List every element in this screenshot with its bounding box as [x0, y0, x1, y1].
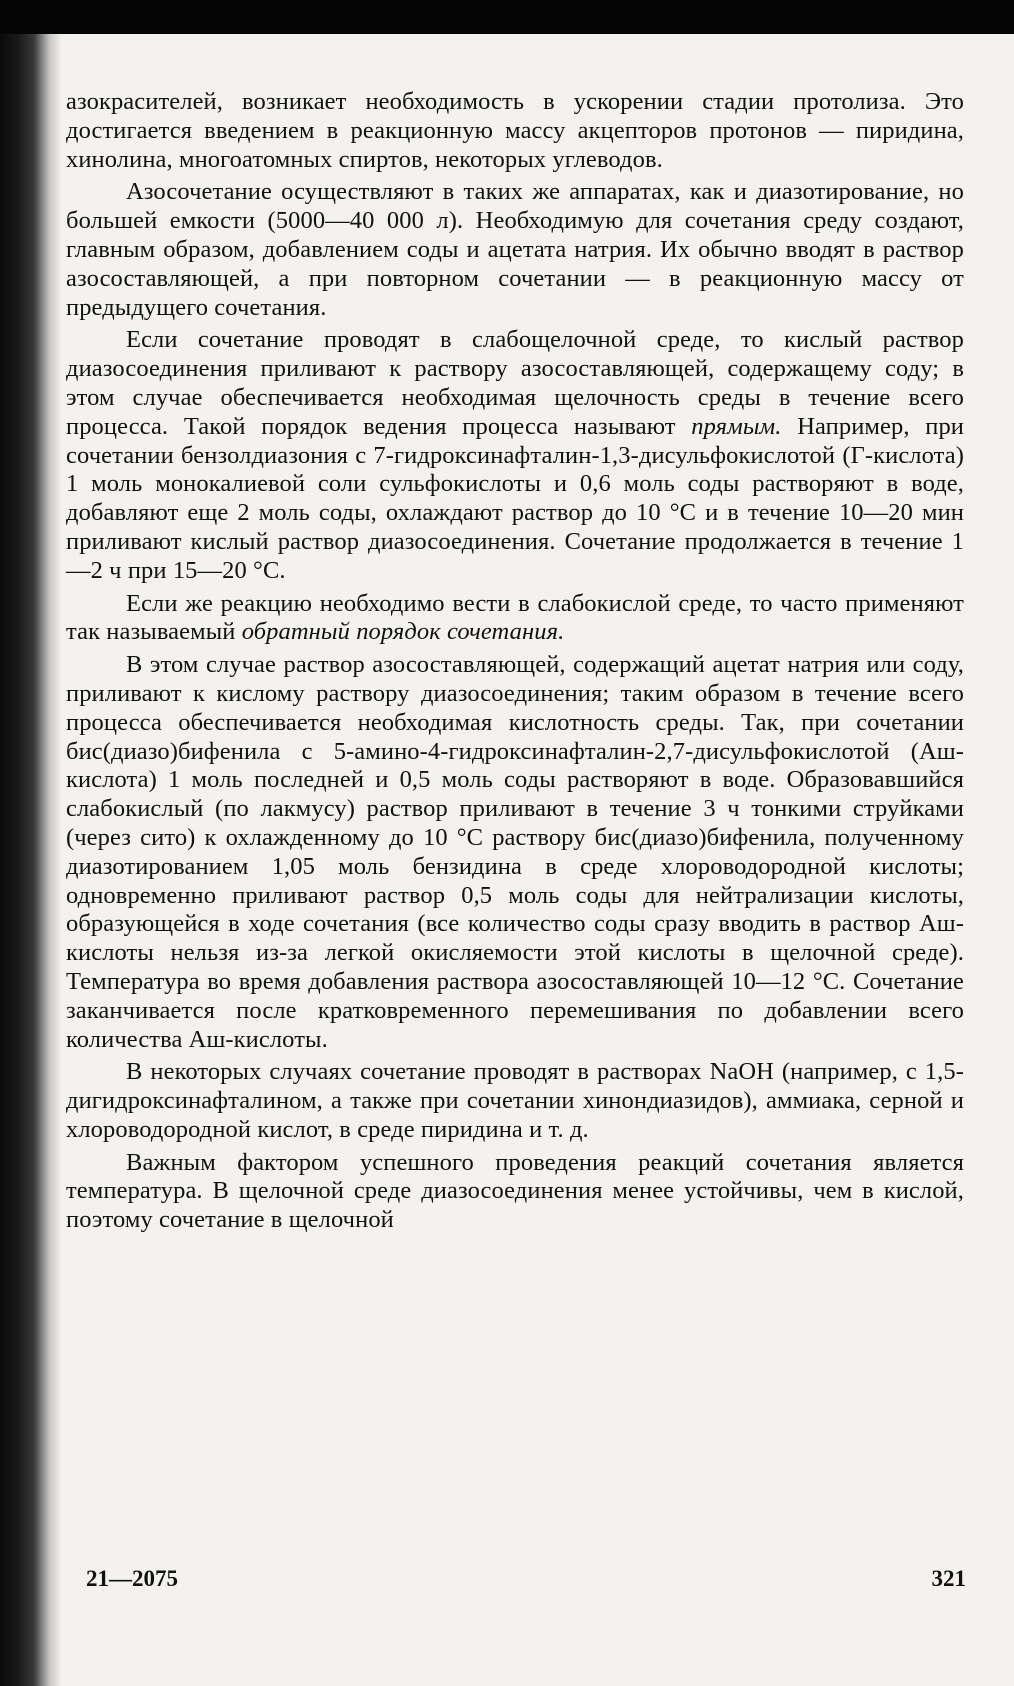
printer-signature-mark: 21—2075	[86, 1566, 178, 1591]
paragraph-3-text-b: Например, при сочетании бензолдиазония с 7-гидроксинафталин-1,3-дисульфокислотой (Г-кислота) 1 моль монокалиевой соли сульфокислоты и 0,6 моль соды растворяют в воде, добавляют еще 2 моль соды, охлаждают раствор до 10 °С и в течение 10—20 мин приливают кислый раствор диазосоединения. Сочетание продолжается в течение 1—2 ч при 15—20 °С.	[66, 412, 965, 584]
page-number: 321	[931, 1566, 966, 1591]
paragraph-4-emphasis: обратный порядок сочетания.	[241, 618, 565, 646]
paragraph-6: В некоторых случаях сочетание проводят в растворах NaOH (например, с 1,5-дигидроксинафталином, а также при сочетании хинондиазидов), аммиака, серной и хлороводородной кислот, в среде пиридина и т. д.	[66, 1058, 964, 1143]
scan-binding-shadow	[0, 34, 62, 1686]
page-body	[66, 88, 964, 1235]
scan-top-border	[0, 0, 1014, 34]
paragraph-4	[66, 590, 964, 648]
paragraph-1: азокрасителей, возникает необходимость в ускорении стадии протолиза. Это достигается введением в реакционную массу акцепторов протонов — пиридина, хинолина, многоатомных спиртов, некоторых углеводов.	[66, 88, 964, 173]
page-footer	[86, 1566, 966, 1592]
paragraph-3	[66, 326, 964, 585]
paragraph-7: Важным фактором успешного проведения реакций сочетания является температура. В щелочной среде диазосоединения менее устойчивы, чем в кислой, поэтому сочетание в щелочной	[66, 1148, 964, 1234]
paragraph-3-emphasis: прямым.	[691, 412, 782, 440]
paragraph-3-text-a: Если сочетание проводят в слабощелочной среде, то кислый раствор диазосоединения приливают к раствору азосоставляющей, содержащему соду; в этом случае обеспечивается необходимая щелочность среды в течение всего процесса. Такой порядок ведения процесса называют	[66, 326, 964, 440]
paragraph-4-text-a: Если же реакцию необходимо вести в слабокислой среде, то часто применяют так называемый	[66, 589, 964, 646]
paragraph-2: Азосочетание осуществляют в таких же аппаратах, как и диазотирование, но большей емкости (5000—40 000 л). Необходимую для сочетания среду создают, главным образом, добавлением соды и ацетата натрия. Их обычно вводят в раствор азосоставляющей, а при повторном сочетании — в реакционную массу от предыдущего сочетания.	[66, 178, 964, 321]
paragraph-5: В этом случае раствор азосоставляющей, содержащий ацетат натрия или соду, приливают к кислому раствору диазосоединения; таким образом в течение всего процесса обеспечивается необходимая кислотность среды. Так, при сочетании бис(диазо)бифенила с 5-амино-4-гидроксинафталин-2,7-дисульфокислотой (Аш-кислота) 1 моль последней и 0,5 моль соды растворяют в воде. Образовавшийся слабокислый (по лакмусу) раствор приливают в течение 3 ч тонкими струйками (через сито) к охлажденному до 10 °С раствору бис(диазо)бифенила, полученному диазотированием 1,05 моль бензидина в среде хлороводородной кислоты; одновременно приливают раствор 0,5 моль соды для нейтрализации кислоты, образующейся в ходе сочетания (все количество соды сразу вводить в раствор Аш-кислоты нельзя из-за легкой окисляемости этой кислоты в щелочной среде). Температура во время добавления раствора азосоставляющей 10—12 °С. Сочетание заканчивается после кратковременного перемешивания по добавлении всего количества Аш-кислоты.	[66, 651, 964, 1053]
